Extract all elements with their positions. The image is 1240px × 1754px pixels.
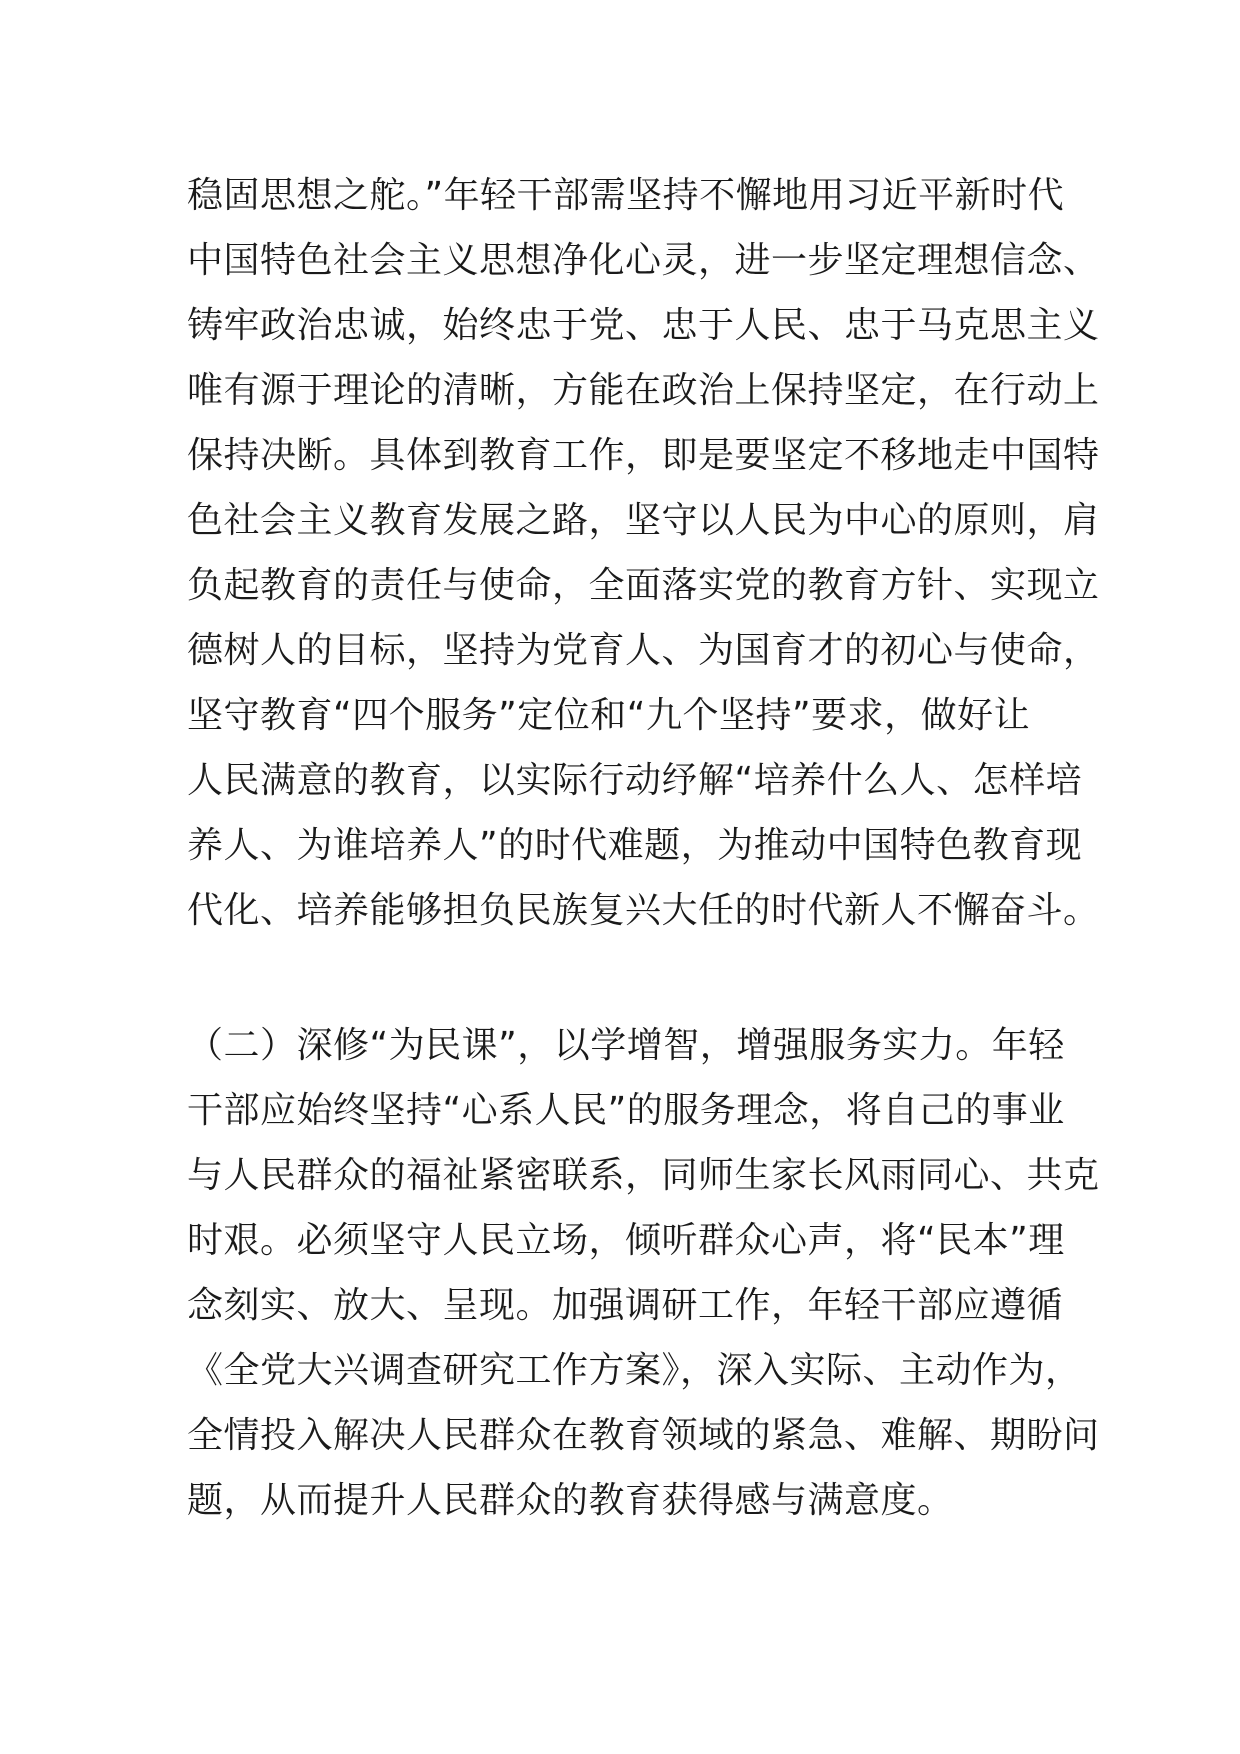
text-line: 全情投入解决人民群众在教育领域的紧急、难解、期盼问 — [187, 1415, 1100, 1456]
text-line: 念刻实、放大、呈现。加强调研工作，年轻干部应遵循 — [187, 1285, 1064, 1326]
text-line: 坚守教育“四个服务”定位和“九个坚持”要求，做好让 — [187, 695, 1031, 736]
text-line: 负起教育的责任与使命，全面落实党的教育方针、实现立 — [187, 565, 1100, 606]
paragraph-1 — [187, 163, 1100, 943]
text-line: 稳固思想之舵。”年轻干部需坚持不懈地用习近平新时代 — [187, 175, 1065, 216]
text-line: 铸牢政治忠诚，始终忠于党、忠于人民、忠于马克思主义 — [187, 305, 1100, 346]
text-line: 《全党大兴调查研究工作方案》，深入实际、主动作为， — [187, 1350, 1082, 1391]
section-heading-line: （二）深修“为民课”，以学增智，增强服务实力。年轻 — [187, 1025, 1065, 1066]
text-line: 中国特色社会主义思想净化心灵，进一步坚定理想信念、 — [187, 240, 1100, 281]
paragraph-2 — [187, 1013, 1100, 1533]
text-line: 干部应始终坚持“心系人民”的服务理念，将自己的事业 — [187, 1090, 1065, 1131]
text-line: 时艰。必须坚守人民立场，倾听群众心声，将“民本”理 — [187, 1220, 1065, 1261]
text-line: 与人民群众的福祉紧密联系，同师生家长风雨同心、共克 — [187, 1155, 1100, 1196]
text-line: 色社会主义教育发展之路，坚守以人民为中心的原则，肩 — [187, 500, 1100, 541]
text-line: 题，从而提升人民群众的教育获得感与满意度。 — [187, 1480, 954, 1521]
text-line: 代化、培养能够担负民族复兴大任的时代新人不懈奋斗。 — [187, 890, 1100, 931]
text-line: 养人、为谁培养人”的时代难题，为推动中国特色教育现 — [187, 825, 1083, 866]
text-line: 唯有源于理论的清晰，方能在政治上保持坚定，在行动上 — [187, 370, 1100, 411]
text-line: 保持决断。具体到教育工作，即是要坚定不移地走中国特 — [187, 435, 1100, 476]
text-line: 德树人的目标，坚持为党育人、为国育才的初心与使命， — [187, 630, 1100, 671]
text-line: 人民满意的教育，以实际行动纾解“培养什么人、怎样培 — [187, 760, 1083, 801]
